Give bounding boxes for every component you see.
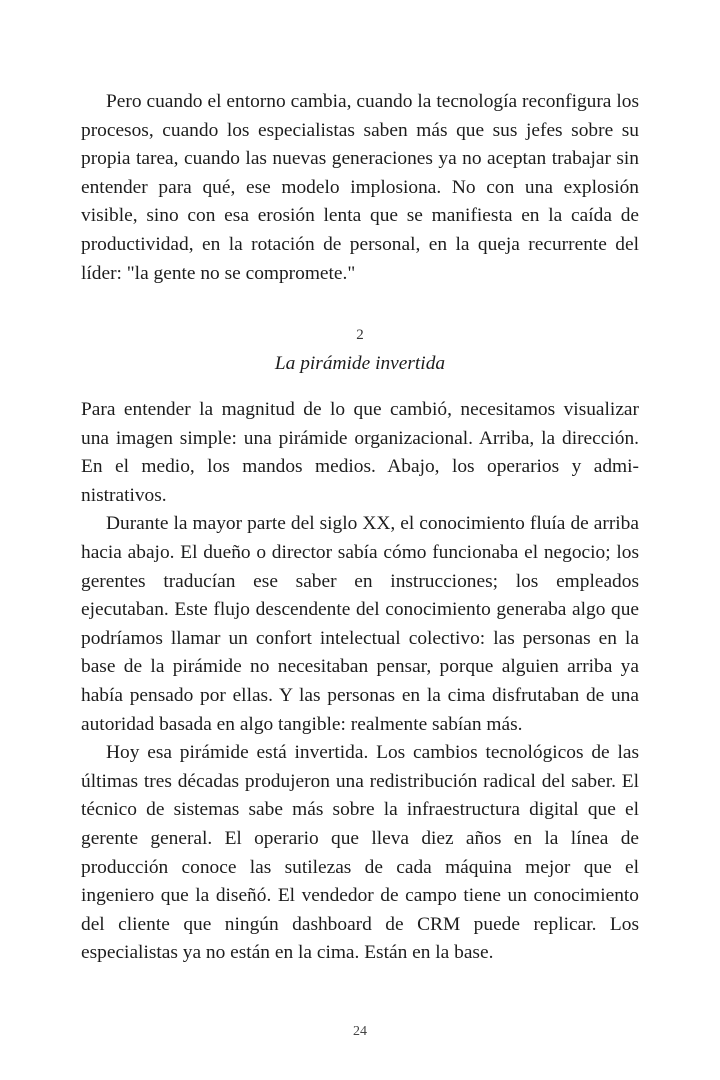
section-title: La pirámide invertida <box>274 353 446 374</box>
opening-text <box>81 88 639 288</box>
paragraph: Para entender la magnitud de lo que cambió, necesitamos visualizar una imagen simple: una pirámide organizacional. Arriba, la dirección. En el medio, los mandos medios. Abajo, los operarios y administrativos. <box>81 399 639 506</box>
paragraph: Hoy esa pirámide está invertida. Los cambios tecnológicos de las últimas tres décadas produjeron una redistribución radical del saber. El técnico de sistemas sabe más sobre la infraestructura digital que el gerente general. El operario que lleva diez años en la línea de producción conoce las sutilezas de cada máquina mejor que el ingeniero que la diseñó. El vendedor de campo tiene un conocimiento del cliente que ningún dashboard de CRM puede replicar. Los especialistas ya no están en la cima. Están en la base. <box>81 742 639 964</box>
paragraph: Pero cuando el entorno cambia, cuando la tecnología reconfigura los procesos, cuando los especialistas saben más que sus jefes sobre su propia tarea, cuando las nuevas generaciones ya no aceptan trabajar sin entender para qué, ese modelo implosiona. No con una explosión visible, sino con esa erosión lenta que se manifiesta en la caída de productividad, en la rotación de personal, en la queja recurrente del líder: "la gente no se compromete." <box>81 91 639 284</box>
page-number: 24 <box>353 1024 367 1039</box>
section-body <box>81 396 639 968</box>
section-number: 2 <box>356 327 364 343</box>
paragraph: Durante la mayor parte del siglo XX, el conocimiento fluía de arriba hacia abajo. El dueño o director sabía cómo funcionaba el negocio; los gerentes traducían ese saber en instrucciones; los empleados ejecutaban. Este flujo descendente del conocimiento generaba algo que podríamos llamar un confort intelectual colectivo: las personas en la base de la pirámide no necesitaban pensar, porque alguien arriba ya había pensado por ellas. Y las personas en la cima disfrutaban de una autoridad basada en algo tangible: realmente sabían más. <box>81 513 639 735</box>
